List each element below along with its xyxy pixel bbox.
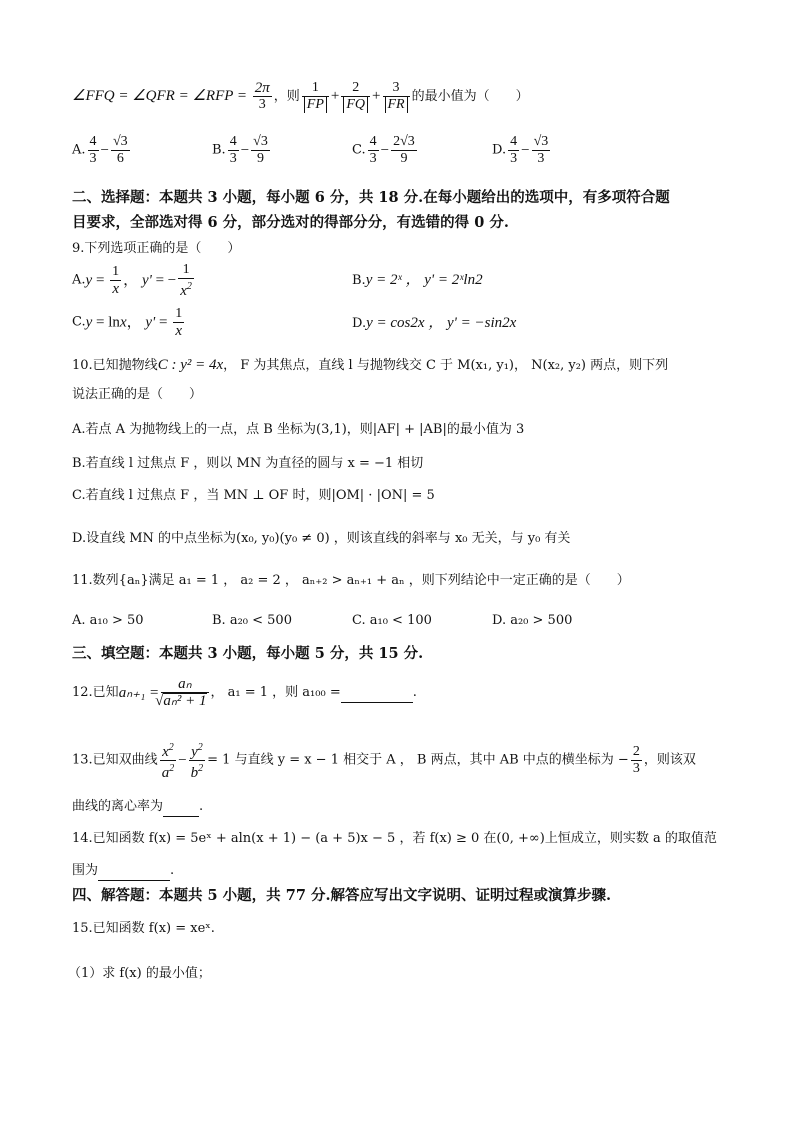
q11-options <box>72 612 732 632</box>
q8-term1: $\frac{1}{FP}$ <box>302 80 329 113</box>
q8-option-d[interactable]: D. $\frac{4}{3}$ − $\frac{√3}{3}$ <box>492 134 549 166</box>
q11-stem: 11.数列{aₙ}满足 a₁ = 1 ， a₂ = 2 ， aₙ₊₂ > aₙ₊₁ + aₙ ，则下列结论中一定正确的是（ ） <box>72 573 630 588</box>
q10-stem-line2: 说法正确的是（ ） <box>72 387 203 402</box>
q10-option-a[interactable]: A.若点 A 为抛物线上的一点，点 B 坐标为(3,1)，则|AF| + |AB|的最小值为 3 <box>72 422 525 437</box>
q11-option-a[interactable]: A. a₁₀ > 50 <box>72 613 144 628</box>
q9-option-c[interactable]: C.y = lnx， y' = $\frac{1}{x}$ <box>72 306 183 339</box>
q9-option-d[interactable]: D.y = cos2x ， y' = −sin2x <box>352 315 517 331</box>
q9-option-b[interactable]: B.y = 2ˣ ， y' = 2ˣln2 <box>352 272 483 288</box>
q11-option-d[interactable]: D. a₂₀ > 500 <box>492 613 573 628</box>
q9-option-a[interactable]: A.y = $\frac{1}{x}$ ， y' = − $\frac{1}{x^2}$ <box>72 262 192 299</box>
section-2-heading-line1: 二、选择题：本题共 3 小题，每小题 6 分，共 18 分.在每小题给出的选项中，有多项符合题 <box>72 189 670 206</box>
q15-part1: （1）求 f(x) 的最小值； <box>68 966 211 981</box>
q11-option-c[interactable]: C. a₁₀ < 100 <box>352 613 432 628</box>
q8-angle-fraction: $\frac{2\pi}{3}$ <box>254 80 270 112</box>
q10-option-b[interactable]: B.若直线 l 过焦点 F ，则以 MN 为直径的圆与 x = −1 相切 <box>72 456 424 471</box>
q10-option-d[interactable]: D.设直线 MN 的中点坐标为(x₀, y₀)(y₀ ≠ 0) ，则该直线的斜率与 x₀ 无关，与 y₀ 有关 <box>72 531 571 546</box>
q10-option-c[interactable]: C.若直线 l 过焦点 F ，当 MN ⊥ OF 时，则|OM| · |ON| = 5 <box>72 488 435 503</box>
q9-stem: 9.下列选项正确的是（ ） <box>72 241 241 256</box>
q15-stem: 15.已知函数 f(x) = xeˣ. <box>72 921 215 936</box>
q13-answer-blank[interactable] <box>163 798 199 817</box>
q8-option-a[interactable]: A. $\frac{4}{3}$ − $\frac{√3}{6}$ <box>72 134 128 166</box>
q8-term3: $\frac{3}{FR}$ <box>383 80 410 113</box>
q8-option-c[interactable]: C. $\frac{4}{3}$ − $\frac{2√3}{9}$ <box>352 134 415 166</box>
q14-answer-blank[interactable] <box>98 862 170 881</box>
q9-row-cd <box>72 306 732 342</box>
q13-line2: 曲线的离心率为 . <box>72 798 203 817</box>
q12: 12.已知aₙ₊₁ = aₙ √ aₙ² + 1 ， a₁ = 1 ，则 a₁₀₀ = . <box>72 676 417 720</box>
q8-angles: ∠FFQ = ∠QFR = ∠RFP = <box>72 88 251 104</box>
q14-line1: 14.已知函数 f(x) = 5eˣ + aln(x + 1) − (a + 5)x − 5 ，若 f(x) ≥ 0 在(0, +∞)上恒成立，则实数 a 的取值范 <box>72 831 717 846</box>
q11-option-b[interactable]: B. a₂₀ < 500 <box>212 613 292 628</box>
q8-stem: ∠FFQ = ∠QFR = ∠RFP = $\frac{2\pi}{3}$ ，则 $\frac{1}{FP}$ + $\frac{2}{FQ}$ + $\frac{3}{FR}$ 的最小值为（ ） <box>72 80 529 112</box>
section-4-heading: 四、解答题：本题共 5 小题，共 77 分.解答应写出文字说明、证明过程或演算步骤. <box>72 887 612 904</box>
section-2-heading-line2: 目要求，全部选对得 6 分，部分选对的得部分分，有选错的得 0 分. <box>72 214 509 231</box>
section-3-heading: 三、填空题：本题共 3 小题，每小题 5 分，共 15 分. <box>72 645 424 662</box>
q13-line1: 13.已知双曲线 $\frac{x^2}{a^2}$ − $\frac{y^2}{b^2}$ = 1 与直线 y = x − 1 相交于 A ， B 两点，其中 AB 中点的横坐标为 − $\frac{2}{3}$ ，则该双 <box>72 742 696 781</box>
q12-answer-blank[interactable] <box>341 684 413 703</box>
q14-line2: 围为 . <box>72 862 174 881</box>
q8-option-b[interactable]: B. $\frac{4}{3}$ − $\frac{√3}{9}$ <box>212 134 268 166</box>
q10-stem-line1: 10.已知抛物线C : y² = 4x， F 为其焦点，直线 l 与抛物线交 C 于 M(x₁, y₁)， N(x₂, y₂) 两点，则下列 <box>72 357 669 373</box>
q8-options <box>72 134 732 174</box>
q12-fraction: aₙ √ aₙ² + 1 <box>161 676 208 710</box>
q9-row-ab <box>72 262 732 298</box>
q8-term2: $\frac{2}{FQ}$ <box>341 80 370 113</box>
